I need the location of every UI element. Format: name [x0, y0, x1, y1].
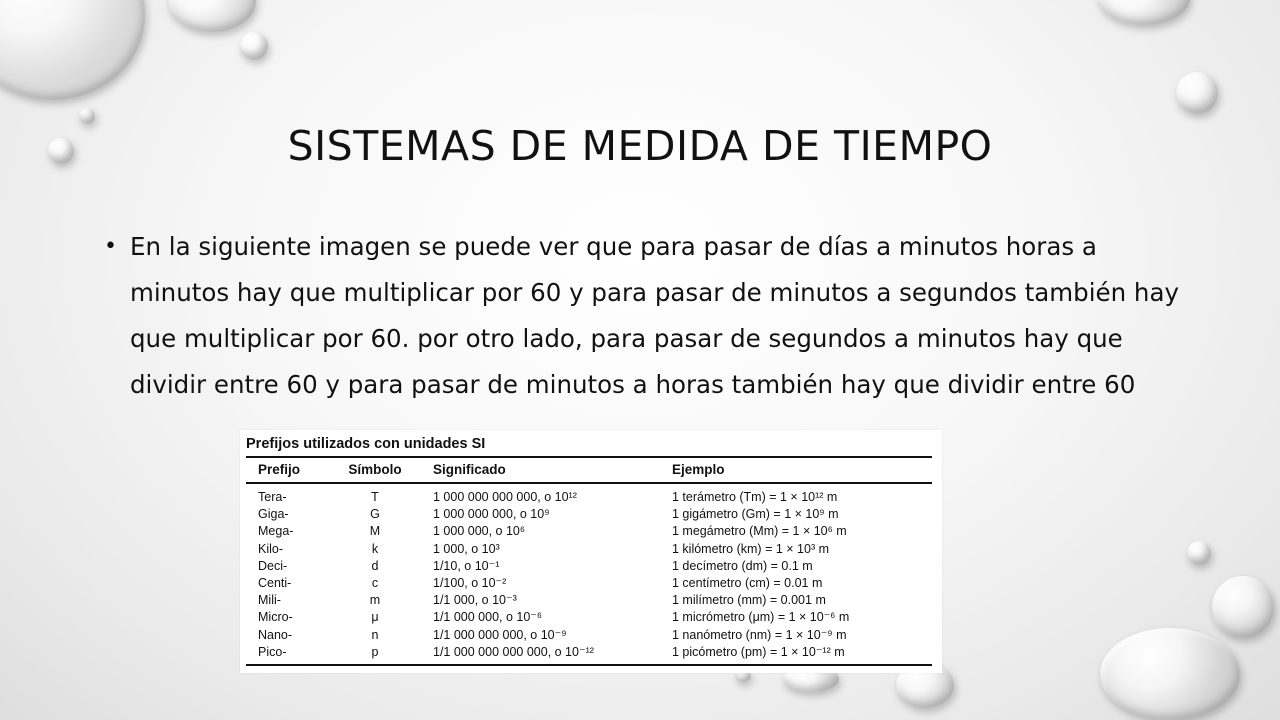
cell-significado: 1/1 000 000, o 10⁻⁶	[433, 610, 543, 625]
table-row	[240, 506, 942, 523]
cell-ejemplo: 1 picómetro (pm) = 1 × 10⁻¹² m	[672, 644, 845, 659]
header-significado: Significado	[433, 462, 506, 477]
table-row	[240, 575, 942, 592]
water-drop-decoration	[0, 0, 145, 100]
cell-ejemplo: 1 decímetro (dm) = 0.1 m	[672, 558, 813, 573]
bullet-text: En la siguiente imagen se puede ver que para pasar de días a minutos horas a minutos hay que multiplicar por 60 y para pasar de minutos a segundos también hay que multiplicar por 60. por otro lado, para pasar de segundos a minutos hay que dividir entre 60 y para pasar de minutos a horas también hay que dividir entre 60	[130, 232, 1179, 399]
header-prefijo: Prefijo	[258, 462, 301, 477]
header-ejemplo: Ejemplo	[672, 462, 725, 477]
cell-ejemplo: 1 gigámetro (Gm) = 1 × 10⁹ m	[672, 507, 839, 522]
water-drop-decoration	[1100, 628, 1240, 720]
cell-ejemplo: 1 kilómetro (km) = 1 × 10³ m	[672, 541, 829, 556]
cell-prefijo: Centi-	[258, 575, 292, 590]
bullet-marker: •	[104, 234, 117, 259]
cell-prefijo: Mega-	[258, 524, 294, 539]
table-row	[240, 627, 942, 644]
cell-prefijo: Kilo-	[258, 541, 284, 556]
cell-ejemplo: 1 megámetro (Mm) = 1 × 10⁶ m	[672, 524, 847, 539]
cell-simbolo: p	[371, 644, 379, 659]
cell-simbolo: c	[371, 575, 379, 590]
si-prefix-table-image	[240, 430, 942, 673]
cell-ejemplo: 1 micrómetro (μm) = 1 × 10⁻⁶ m	[672, 610, 850, 625]
cell-significado: 1/100, o 10⁻²	[433, 575, 507, 590]
cell-prefijo: Pico-	[258, 644, 287, 659]
cell-simbolo: μ	[371, 610, 379, 625]
cell-significado: 1 000 000, o 10⁶	[433, 524, 526, 539]
cell-ejemplo: 1 nanómetro (nm) = 1 × 10⁻⁹ m	[672, 627, 847, 642]
cell-significado: 1/1 000 000 000 000, o 10⁻¹²	[433, 644, 594, 659]
table-row	[240, 523, 942, 540]
water-drop-decoration	[1187, 541, 1211, 565]
cell-prefijo: Deci-	[258, 558, 288, 573]
water-drop-decoration	[240, 32, 268, 60]
header-simbolo: Símbolo	[348, 462, 402, 477]
table-rule-header	[246, 482, 932, 484]
cell-prefijo: Tera-	[258, 490, 287, 504]
table-caption: Prefijos utilizados con unidades SI	[246, 436, 486, 452]
cell-significado: 1/1 000, o 10⁻³	[433, 593, 517, 608]
cell-significado: 1 000 000 000 000, o 10¹²	[433, 490, 577, 504]
cell-simbolo: M	[369, 524, 381, 539]
table-row	[240, 644, 942, 661]
table-row	[240, 558, 942, 575]
cell-prefijo: Nano-	[258, 627, 293, 642]
cell-significado: 1/1 000 000 000, o 10⁻⁹	[433, 627, 567, 642]
cell-simbolo: G	[370, 507, 380, 522]
table-header-row	[240, 461, 942, 481]
bullet-item	[104, 224, 1184, 408]
table-row	[240, 541, 942, 558]
table-row	[240, 609, 942, 626]
cell-prefijo: Giga-	[258, 507, 289, 522]
cell-prefijo: Mili-	[258, 593, 281, 608]
table-rule-bottom	[246, 664, 932, 666]
table-body	[240, 489, 942, 661]
cell-simbolo: m	[369, 593, 381, 608]
cell-ejemplo: 1 milímetro (mm) = 0.001 m	[672, 593, 826, 608]
cell-simbolo: d	[371, 558, 379, 573]
cell-ejemplo: 1 centímetro (cm) = 0.01 m	[672, 575, 823, 590]
cell-simbolo: n	[371, 627, 379, 642]
cell-significado: 1 000, o 10³	[433, 541, 500, 556]
water-drop-decoration	[1212, 576, 1274, 638]
table-row	[240, 592, 942, 609]
cell-simbolo: k	[371, 541, 379, 556]
water-drop-decoration	[168, 0, 256, 32]
table-rule-top	[246, 456, 932, 458]
slide-title: SISTEMAS DE MEDIDA DE TIEMPO	[287, 122, 993, 170]
water-drop-decoration	[1098, 0, 1190, 25]
cell-prefijo: Micro-	[258, 610, 293, 625]
cell-significado: 1 000 000 000, o 10⁹	[433, 507, 550, 522]
water-drop-decoration	[1176, 72, 1218, 114]
cell-significado: 1/10, o 10⁻¹	[433, 558, 500, 573]
cell-simbolo: T	[371, 490, 379, 504]
cell-ejemplo: 1 terámetro (Tm) = 1 × 10¹² m	[672, 490, 838, 504]
table-row	[240, 489, 942, 506]
